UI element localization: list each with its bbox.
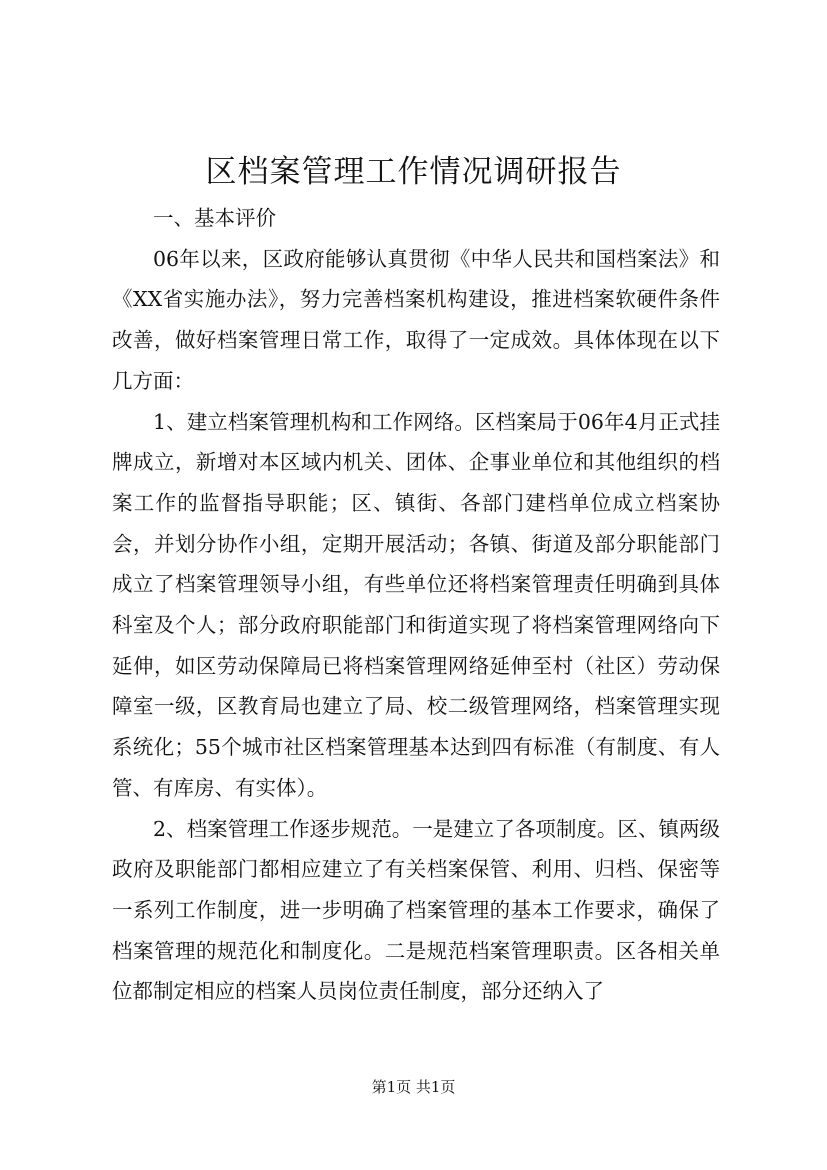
paragraph: 06年以来，区政府能够认真贯彻《中华人民共和国档案法》和《XX省实施办法》，努力完善档案机构建设，推进档案软硬件条件改善，做好档案管理日常工作，取得了一定成效。具体体现在以下几方面： <box>112 246 720 393</box>
section-heading: 一、基本评价 <box>153 206 276 230</box>
paragraph: 2、档案管理工作逐步规范。一是建立了各项制度。区、镇两级政府及职能部门都相应建立了有关档案保管、利用、归档、保密等一系列工作制度，进一步明确了档案管理的基本工作要求，确保了档案管理的规范化和制度化。二是规范档案管理职责。区各相关单位都制定相应的档案人员岗位责任制度，部分还纳入了 <box>112 816 720 1004</box>
document-title: 区档案管理工作情况调研报告 <box>205 154 622 190</box>
document-body <box>112 198 720 1012</box>
paragraph: 1、建立档案管理机构和工作网络。区档案局于06年4月正式挂牌成立，新增对本区域内机关、团体、企事业单位和其他组织的档案工作的监督指导职能；区、镇街、各部门建档单位成立档案协会，并划分协作小组，定期开展活动；各镇、街道及部分职能部门成立了档案管理领导小组，有些单位还将档案管理责任明确到具体科室及个人；部分政府职能部门和街道实现了将档案管理网络向下延伸，如区劳动保障局已将档案管理网络延伸至村（社区）劳动保障室一级，区教育局也建立了局、校二级管理网络，档案管理实现系统化；55个城市社区档案管理基本达到四有标准（有制度、有人管、有库房、有实体）。 <box>112 409 720 800</box>
page-number-footer: 第1页 共1页 <box>371 1078 456 1096</box>
